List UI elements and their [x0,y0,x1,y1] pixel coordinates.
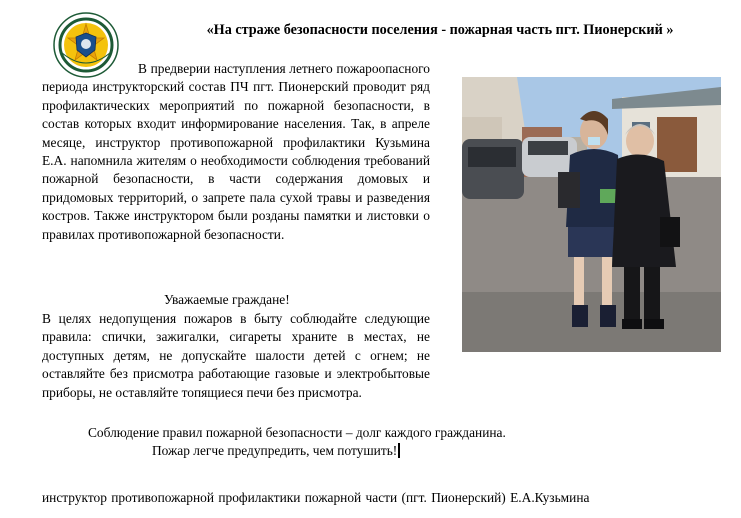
greeting: Уважаемые граждане! [164,292,290,307]
article-title: «На страже безопасности поселения - пожарная часть пгт. Пионерский » [206,22,674,38]
closing-line-1: Соблюдение правил пожарной безопасности – долг каждого гражданина. [88,425,506,440]
article-photo [462,77,721,352]
paragraph-1-text: В предверии наступления летнего пожароопасного периода инструкторский состав ПЧ пгт. Пионерский проводит ряд профилактических мероприятий по пожарной безопасности, в состав которых входит информирование населения. Так, в апреле месяце, инструктор противопожарной профилактики Кузьмина Е.А. напомнила жителям о необходимости соблюдения требований пожарной безопасности, в части содержания домовых и придомовых территорий, о запрете пала сухой травы и разведения костров. Также инструктором были розданы памятки и листовки о правилах противопожарной безопасности. [42,61,430,242]
signature-line: инструктор противопожарной профилактики пожарной части (пгт. Пионерский) Е.А.Кузьмина [42,490,590,505]
article-paragraph-1 [42,60,430,244]
article-paragraph-2: В целях недопущения пожаров в быту соблюдайте следующие правила: спички, зажигалки, сигареты храните в местах, не доступных детям, не допускайте шалости детей с огнем; не оставляйте без присмотра работающие газовые и электробытовые приборы, не оставляйте топящиеся печи без присмотра. [42,311,430,400]
closing-line-2 [152,443,400,459]
text-cursor [398,443,400,458]
closing-line-2-text: Пожар легче предупредить, чем потушить! [152,443,398,458]
